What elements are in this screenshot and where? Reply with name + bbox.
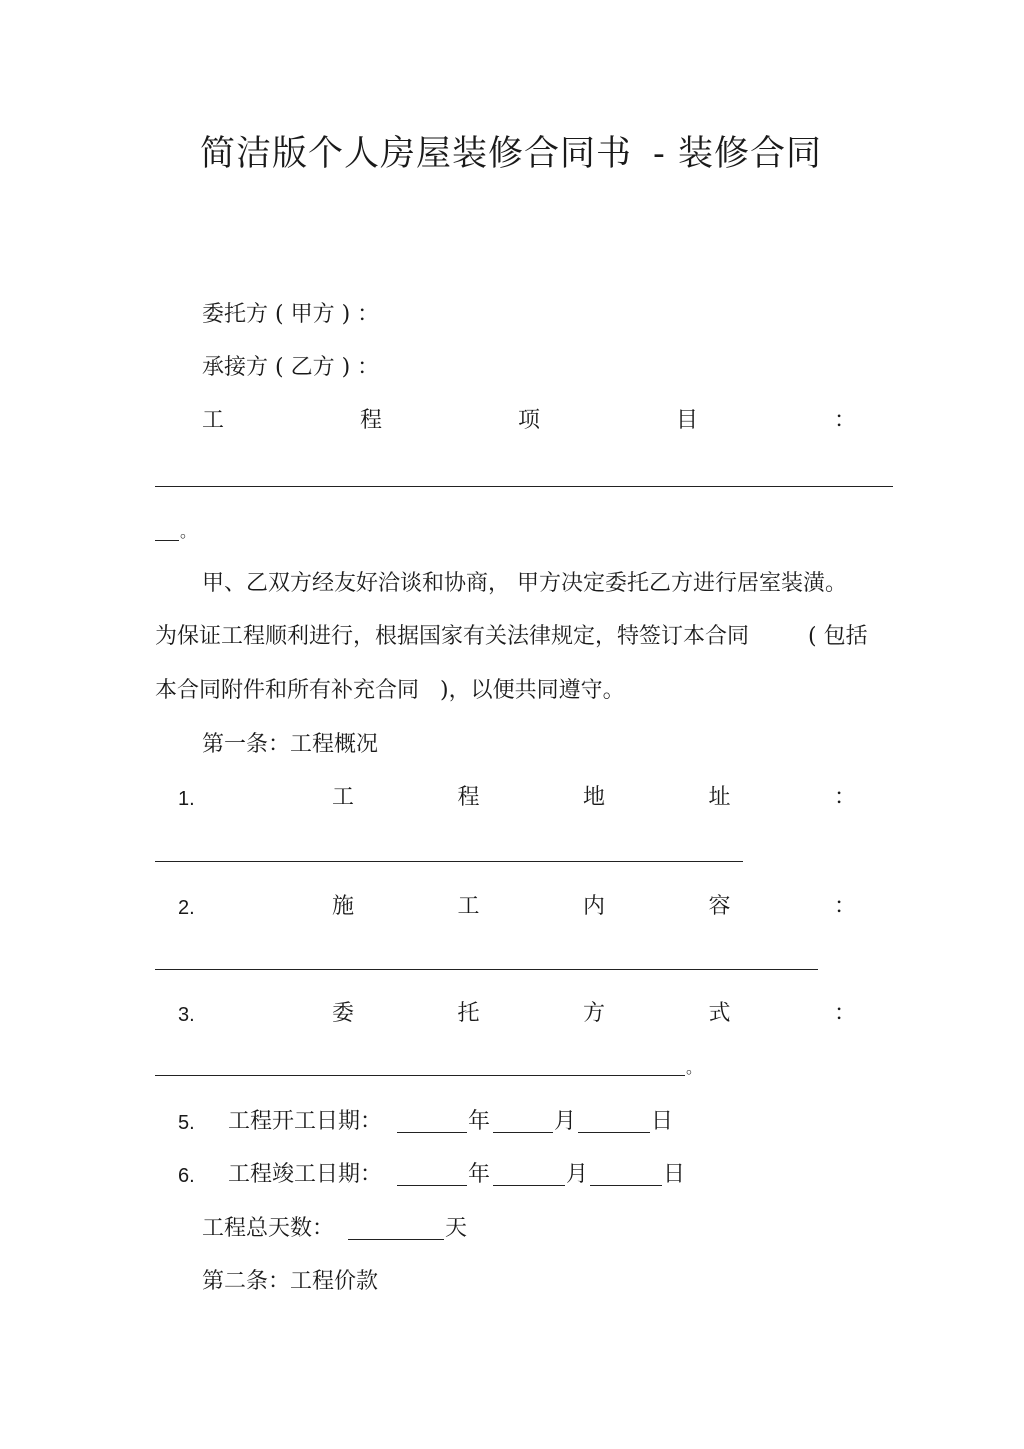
end-date-label: 工程竣工日期： — [228, 1162, 383, 1187]
end-day-blank — [590, 1185, 662, 1186]
item-6-number: 6. — [178, 1165, 195, 1187]
item-1-number: 1. — [178, 788, 195, 810]
item-1-label — [332, 787, 856, 809]
item-3-fill-line — [155, 1075, 685, 1076]
end-month-blank — [493, 1185, 565, 1186]
intro-line-3-tail: )，以便共同遵守。 — [440, 678, 625, 703]
item-1-char: 程 — [457, 785, 480, 810]
total-days-blank — [348, 1239, 444, 1240]
client-label: 委托方 ( 甲方 ) ： — [202, 302, 380, 327]
item-2-char: 内 — [582, 894, 605, 919]
item-3-char: 委 — [332, 1001, 355, 1026]
item-3-tail: 。 — [686, 1058, 703, 1077]
project-fill-line — [155, 486, 893, 487]
start-year-unit: 年 — [468, 1109, 491, 1134]
item-1-char: 工 — [332, 785, 355, 810]
start-day-unit: 日 — [651, 1109, 674, 1134]
project-char: 工 — [202, 408, 225, 433]
end-year-unit: 年 — [468, 1162, 491, 1187]
item-3-char: 式 — [708, 1001, 731, 1026]
item-1-fill-line — [155, 861, 743, 862]
item-1-char: 地 — [582, 785, 605, 810]
project-char: 项 — [517, 408, 540, 433]
intro-line-2: 为保证工程顺利进行，根据国家有关法律规定，特签订本合同 — [155, 624, 750, 649]
start-date-label: 工程开工日期： — [228, 1109, 383, 1134]
item-5-number: 5. — [178, 1112, 195, 1134]
start-year-blank — [397, 1132, 467, 1133]
total-days-label: 工程总天数： — [202, 1216, 335, 1241]
contractor-label: 承接方 ( 乙方 ) ： — [202, 355, 380, 380]
item-2-label — [332, 896, 856, 918]
item-2-char: 工 — [457, 894, 480, 919]
end-day-unit: 日 — [663, 1162, 686, 1187]
item-2-fill-line — [155, 969, 818, 970]
intro-line-3: 本合同附件和所有补充合同 — [155, 678, 420, 703]
intro-line-1: 甲、乙双方经友好洽谈和协商， 甲方决定委托乙方进行居室装潢。 — [202, 571, 847, 596]
project-char: 目 — [675, 408, 698, 433]
item-1-char: 址 — [708, 785, 731, 810]
item-3-char: 方 — [582, 1001, 605, 1026]
intro-line-2-paren: ( 包括 — [808, 624, 868, 649]
item-2-char: 容 — [708, 894, 731, 919]
total-days-unit: 天 — [445, 1216, 468, 1241]
document-subtitle: - 装修合同 — [653, 134, 822, 174]
item-2-char: ： — [833, 894, 856, 919]
project-char: 程 — [359, 408, 382, 433]
document-title: 简洁版个人房屋装修合同书 — [200, 134, 633, 174]
item-1-char: ： — [833, 785, 856, 810]
start-month-blank — [493, 1132, 553, 1133]
item-2-char: 施 — [332, 894, 355, 919]
item-3-char: 托 — [457, 1001, 480, 1026]
article-2-heading: 第二条：工程价款 — [202, 1269, 379, 1294]
end-month-unit: 月 — [566, 1162, 589, 1187]
item-3-label — [332, 1003, 856, 1025]
project-label — [202, 410, 856, 432]
item-3-char: ： — [833, 1001, 856, 1026]
item-3-number: 3. — [178, 1004, 195, 1026]
start-month-unit: 月 — [554, 1109, 577, 1134]
item-2-number: 2. — [178, 897, 195, 919]
project-fill-line-2 — [155, 540, 179, 541]
start-day-blank — [578, 1132, 650, 1133]
article-1-heading: 第一条：工程概况 — [202, 732, 379, 757]
end-year-blank — [397, 1185, 467, 1186]
project-char: ： — [833, 408, 856, 433]
project-tail: 。 — [180, 522, 197, 541]
